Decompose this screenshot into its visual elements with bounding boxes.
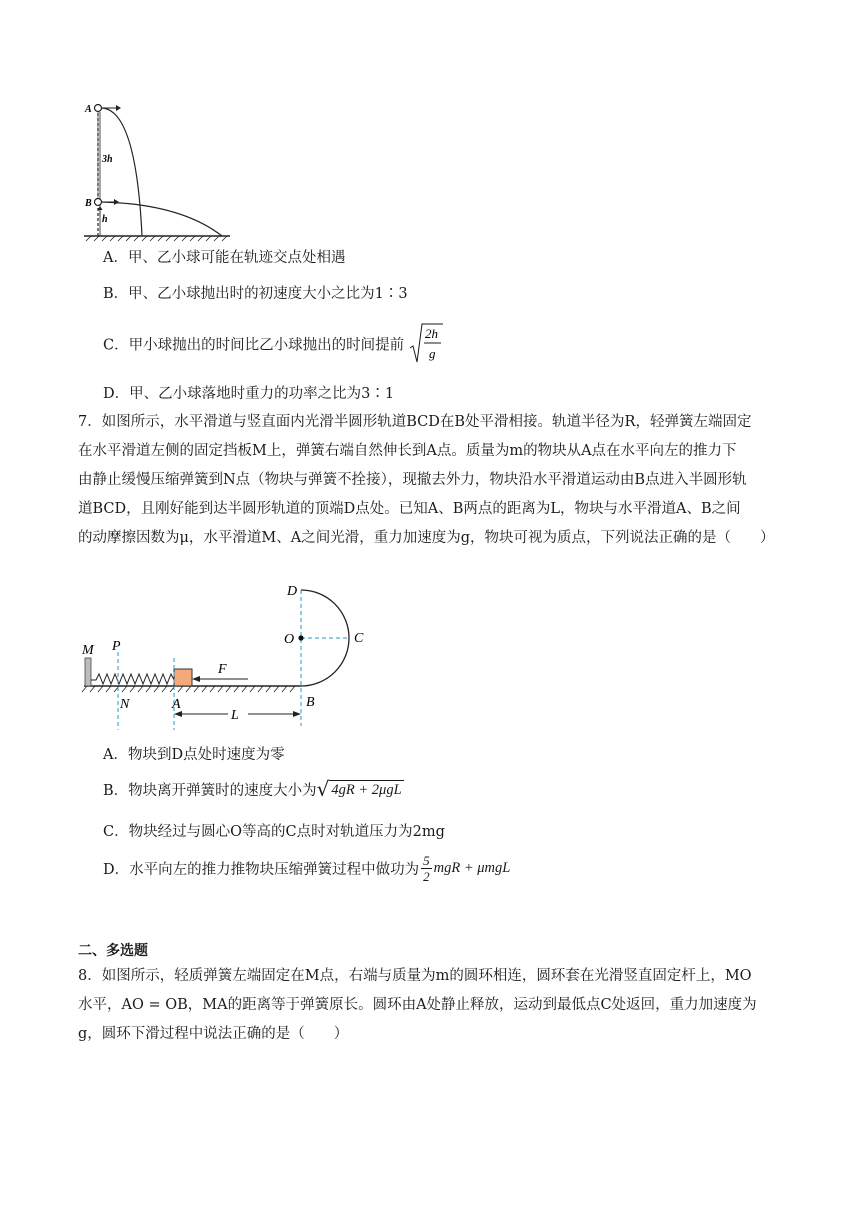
svg-text:A: A bbox=[85, 104, 92, 115]
sqrt-2h-over-g bbox=[409, 322, 443, 366]
q6-option-a: A．甲、乙小球可能在轨迹交点处相遇 bbox=[103, 250, 346, 266]
label-B: B bbox=[306, 695, 315, 710]
svg-text:g: g bbox=[428, 346, 436, 361]
label-C: C bbox=[354, 631, 364, 646]
svg-text:B: B bbox=[85, 198, 92, 209]
label-P: P bbox=[112, 639, 121, 654]
label-L: L bbox=[231, 708, 239, 723]
q8-stem: 8．如图所示，轻质弹簧左端固定在M点，右端与质量为m的圆环相连，圆环套在光滑竖直固定杆上，MO 水平，AO = OB，MA的距离等于弹簧原长。圆环由A处静止释放，运动到最低点C处返回，重力加速度为 g，圆环下滑过程中说法正确的是（ ） bbox=[78, 968, 757, 1042]
q7-option-c: C．物块经过与圆心O等高的C点时对轨道压力为2mg bbox=[103, 824, 445, 840]
projectile-figure bbox=[76, 100, 246, 242]
q6-option-b: B．甲、乙小球抛出时的初速度大小之比为1∶3 bbox=[103, 286, 408, 302]
label-O: O bbox=[284, 632, 295, 647]
svg-text:2h: 2h bbox=[424, 326, 438, 341]
track-spring-figure bbox=[76, 578, 376, 730]
label-3h: 3h bbox=[102, 154, 113, 165]
q7-stem: 7．如图所示，水平滑道与竖直面内光滑半圆形轨道BCD在B处平滑相接。轨道半径为R，轻弹簧左端固定 在水平滑道左侧的固定挡板M上，弹簧右端自然伸长到A点。质量为m的物块从A点在水平向左的推力下 由静止缓慢压缩弹簧到N点（物块与弹簧不拴接），现撤去外力，物块沿水平滑道运动由B点进入半圆形轨 道BCD，且刚好能到达半圆形轨道的顶端D点处。已知A、B两点的距离为L，物块与水平滑道A、B之间 的动摩擦因数为μ，水平滑道M、A之间光滑，重力加速度为g，物块可视为质点，下列说法正确的是（ ） bbox=[78, 414, 775, 546]
q7-option-d: D．水平向左的推力推物块压缩弹簧过程中做功为 $\frac{5}{2}$ mgR + μmgL bbox=[103, 853, 511, 884]
section-title: 二、多选题 bbox=[78, 943, 148, 959]
label-D: D bbox=[287, 584, 298, 599]
label-A: A bbox=[172, 697, 181, 712]
label-h: h bbox=[102, 214, 108, 225]
label-M: M bbox=[82, 643, 94, 658]
q7-option-b: B．物块离开弹簧时的速度大小为√ 4gR + 2μgL bbox=[103, 777, 402, 801]
q6-option-c: C．甲小球抛出的时间比乙小球抛出的时间提前 2h g bbox=[103, 322, 443, 366]
q6-option-d: D．甲、乙小球落地时重力的功率之比为3∶1 bbox=[103, 386, 395, 402]
fraction-5-2: $\frac{5}{2}$ bbox=[423, 853, 430, 884]
label-F: F bbox=[218, 662, 227, 677]
label-N: N bbox=[120, 697, 130, 712]
sqrt-expression: 4gR + 2μgL bbox=[331, 781, 402, 798]
q7-option-a: A．物块到D点处时速度为零 bbox=[103, 747, 285, 763]
